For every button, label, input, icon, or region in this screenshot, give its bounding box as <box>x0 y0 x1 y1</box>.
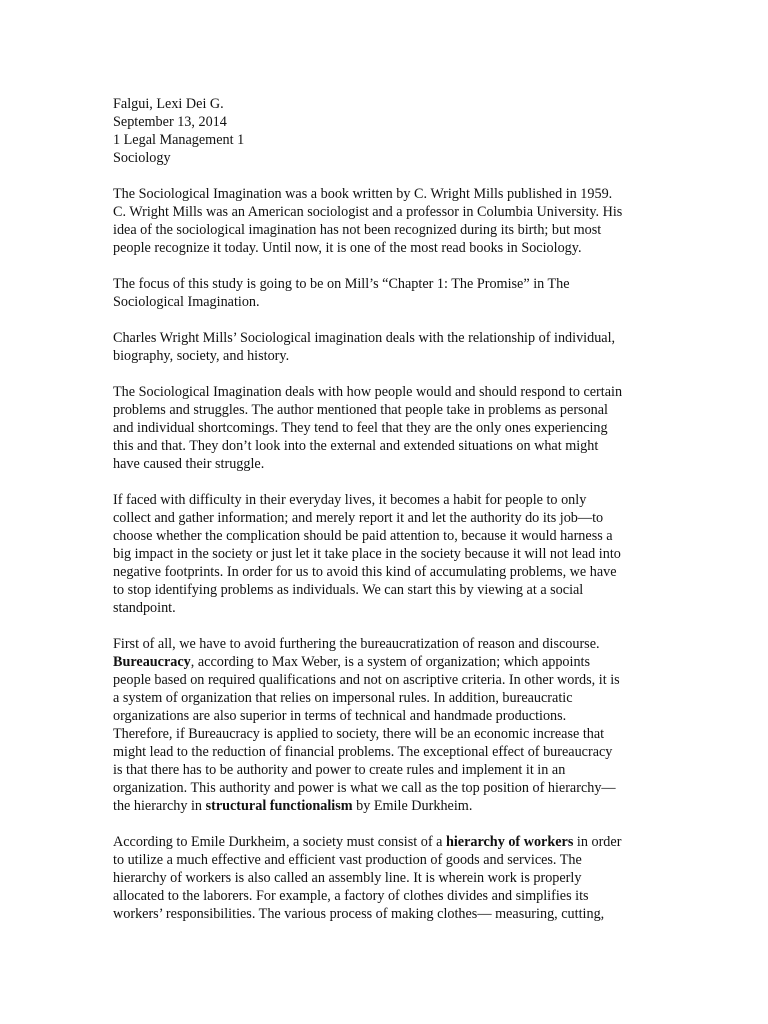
bold-term: structural functionalism <box>205 798 353 814</box>
text-line: might lead to the reduction of financial problems. The exceptional effect of bureaucracy <box>113 744 613 760</box>
text-segment: According to Emile Durkheim, a society must consist of a <box>113 834 446 850</box>
text-line: workers’ responsibilities. The various process of making clothes— measuring, cutting, <box>113 906 605 922</box>
text-segment: in order <box>573 834 622 850</box>
text-line <box>113 833 663 851</box>
text-line: C. Wright Mills was an American sociologist and a professor in Columbia University. His <box>113 204 623 220</box>
text-segment: by Emile Durkheim. <box>352 798 473 814</box>
text-line: collect and gather information; and merely report it and let the authority do its job—to <box>113 510 604 526</box>
text-line <box>113 797 663 815</box>
text-line: a system of organization that relies on impersonal rules. In addition, bureaucratic <box>113 690 573 706</box>
text-line: problems and struggles. The author mentioned that people take in problems as personal <box>113 402 608 418</box>
text-line: First of all, we have to avoid furthering the bureaucratization of reason and discourse. <box>113 636 600 652</box>
text-line: The Sociological Imagination was a book written by C. Wright Mills published in 1959. <box>113 186 613 202</box>
text-line: to utilize a much effective and efficient vast production of goods and services. The <box>113 852 582 868</box>
text-line: people based on required qualifications and not on ascriptive criteria. In other words, it is <box>113 672 620 688</box>
text-line: people recognize it today. Until now, it is one of the most read books in Sociology. <box>113 240 582 256</box>
text-line: is that there has to be authority and power to create rules and implement it in an <box>113 762 566 778</box>
document-body <box>113 185 663 923</box>
paragraph <box>113 491 663 617</box>
text-line: idea of the sociological imagination has not been recognized during its birth; but most <box>113 222 602 238</box>
text-line: negative footprints. In order for us to avoid this kind of accumulating problems, we have <box>113 564 617 580</box>
paragraph <box>113 185 663 257</box>
text-line: have caused their struggle. <box>113 456 265 472</box>
text-line: standpoint. <box>113 600 176 616</box>
text-line: If faced with difficulty in their everyday lives, it becomes a habit for people to only <box>113 492 587 508</box>
text-line: and individual shortcomings. They tend to feel that they are the only ones experiencing <box>113 420 608 436</box>
paragraph <box>113 275 663 311</box>
text-segment: , according to Max Weber, is a system of organization; which appoints <box>190 654 591 670</box>
subject-name: Sociology <box>113 150 171 166</box>
text-line: hierarchy of workers is also called an assembly line. It is wherein work is properly <box>113 870 582 886</box>
text-line: organization. This authority and power is what we call as the top position of hierarchy— <box>113 780 616 796</box>
paragraph <box>113 635 663 815</box>
paragraph <box>113 833 663 923</box>
author-name: Falgui, Lexi Dei G. <box>113 96 224 112</box>
text-line: to stop identifying problems as individuals. We can start this by viewing at a social <box>113 582 584 598</box>
paragraph <box>113 383 663 473</box>
bold-term: Bureaucracy <box>113 654 191 670</box>
document-page <box>113 95 663 923</box>
text-segment: the hierarchy in <box>113 798 206 814</box>
text-line: organizations are also superior in terms of technical and handmade productions. <box>113 708 567 724</box>
text-line: choose whether the complication should be paid attention to, because it would harness a <box>113 528 613 544</box>
text-line: big impact in the society or just let it take place in the society because it will not lead into <box>113 546 621 562</box>
text-line <box>113 653 663 671</box>
text-line: this and that. They don’t look into the external and extended situations on what might <box>113 438 599 454</box>
text-line: The Sociological Imagination deals with how people would and should respond to certain <box>113 384 623 400</box>
bold-term: hierarchy of workers <box>445 834 574 850</box>
text-line: allocated to the laborers. For example, a factory of clothes divides and simplifies its <box>113 888 589 904</box>
paragraph <box>113 329 663 365</box>
document-date: September 13, 2014 <box>113 114 227 130</box>
text-line: Sociological Imagination. <box>113 294 260 310</box>
course-name: 1 Legal Management 1 <box>113 132 245 148</box>
text-line: biography, society, and history. <box>113 348 290 364</box>
text-line: The focus of this study is going to be on Mill’s “Chapter 1: The Promise” in The <box>113 276 570 292</box>
text-line: Charles Wright Mills’ Sociological imagination deals with the relationship of individual, <box>113 330 616 346</box>
text-line: Therefore, if Bureaucracy is applied to society, there will be an economic increase that <box>113 726 605 742</box>
